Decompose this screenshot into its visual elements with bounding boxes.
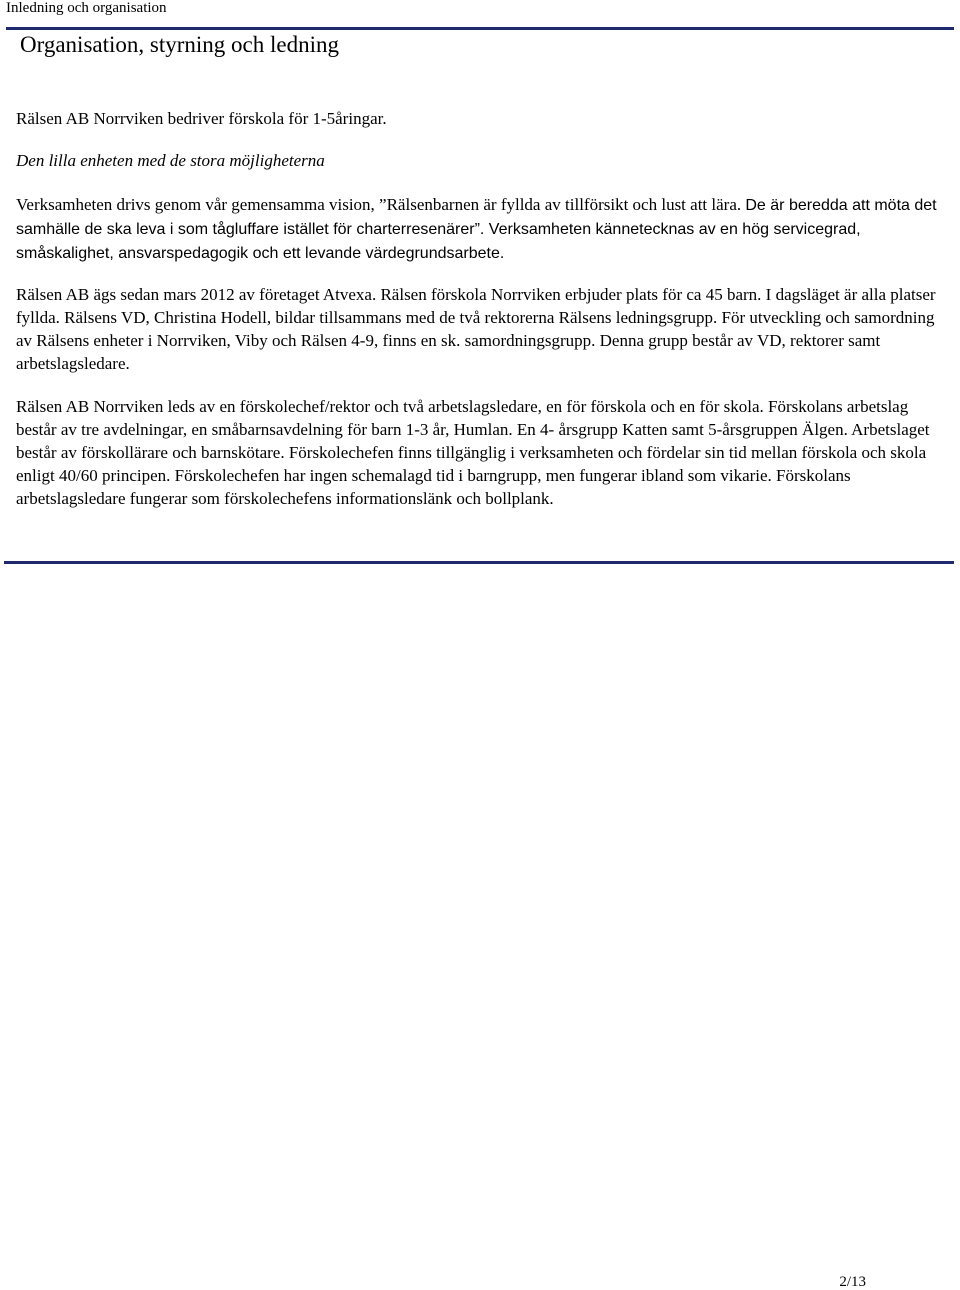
- paragraph-intro: [16, 107, 946, 130]
- paragraph-ownership: [16, 283, 946, 375]
- page-title: Organisation, styrning och ledning: [20, 32, 339, 57]
- vision-continuation: De är beredda att möta det samhälle de ska leva i som tågluffare istället för charterresenärer”. Verksamheten kännetecknas av en hög servicegrad, småskalighet, ansvarspedagogik och ett levande värdegrundsarbete.: [16, 197, 937, 262]
- paragraph-tagline: [16, 149, 946, 172]
- paragraph-leadership: [16, 395, 946, 510]
- page-number: 2/13: [839, 1274, 866, 1290]
- header-divider: [6, 27, 954, 30]
- paragraph-leadership-text: Rälsen AB Norrviken leds av en förskolechef/rektor och två arbetslagsledare, en för förskola och en för skola. Förskolans arbetslag består av tre avdelningar, en småbarnsavdelning för barn 1-3 år, Humlan. En 4- årsgrupp Katten samt 5-årsgruppen Älgen. Arbetslaget består av förskollärare och barnskötare. Förskolechefen finns tillgänglig i verksamheten och fördelar sin tid mellan förskola och skola enligt 40/60 principen. Förskolechefen har ingen schemalagd tid i barngrupp, men fungerar ibland som vikarie. Förskolans arbetslagsledare fungerar som förskolechefens informationslänk och bollplank.: [16, 397, 930, 508]
- section-divider: [4, 561, 954, 564]
- vision-sentence: Verksamheten drivs genom vår gemensamma vision, ”Rälsenbarnen är fyllda av tillförsikt och lust att lära.: [16, 195, 746, 214]
- paragraph-tagline-text: Den lilla enheten med de stora möjligheterna: [16, 151, 325, 170]
- paragraph-vision: [16, 193, 946, 265]
- paragraph-ownership-text: Rälsen AB ägs sedan mars 2012 av företaget Atvexa. Rälsen förskola Norrviken erbjuder plats för ca 45 barn. I dagsläget är alla platser fyllda. Rälsens VD, Christina Hodell, bildar tillsammans med de två rektorerna Rälsens ledningsgrupp. För utveckling och samordning av Rälsens enheter i Norrviken, Viby och Rälsen 4-9, finns en sk. samordningsgrupp. Denna grupp består av VD, rektorer samt arbetslagsledare.: [16, 285, 936, 373]
- paragraph-vision-text: [16, 193, 946, 265]
- paragraph-intro-text: Rälsen AB Norrviken bedriver förskola för 1-5åringar.: [16, 109, 387, 128]
- running-header: Inledning och organisation: [6, 0, 167, 16]
